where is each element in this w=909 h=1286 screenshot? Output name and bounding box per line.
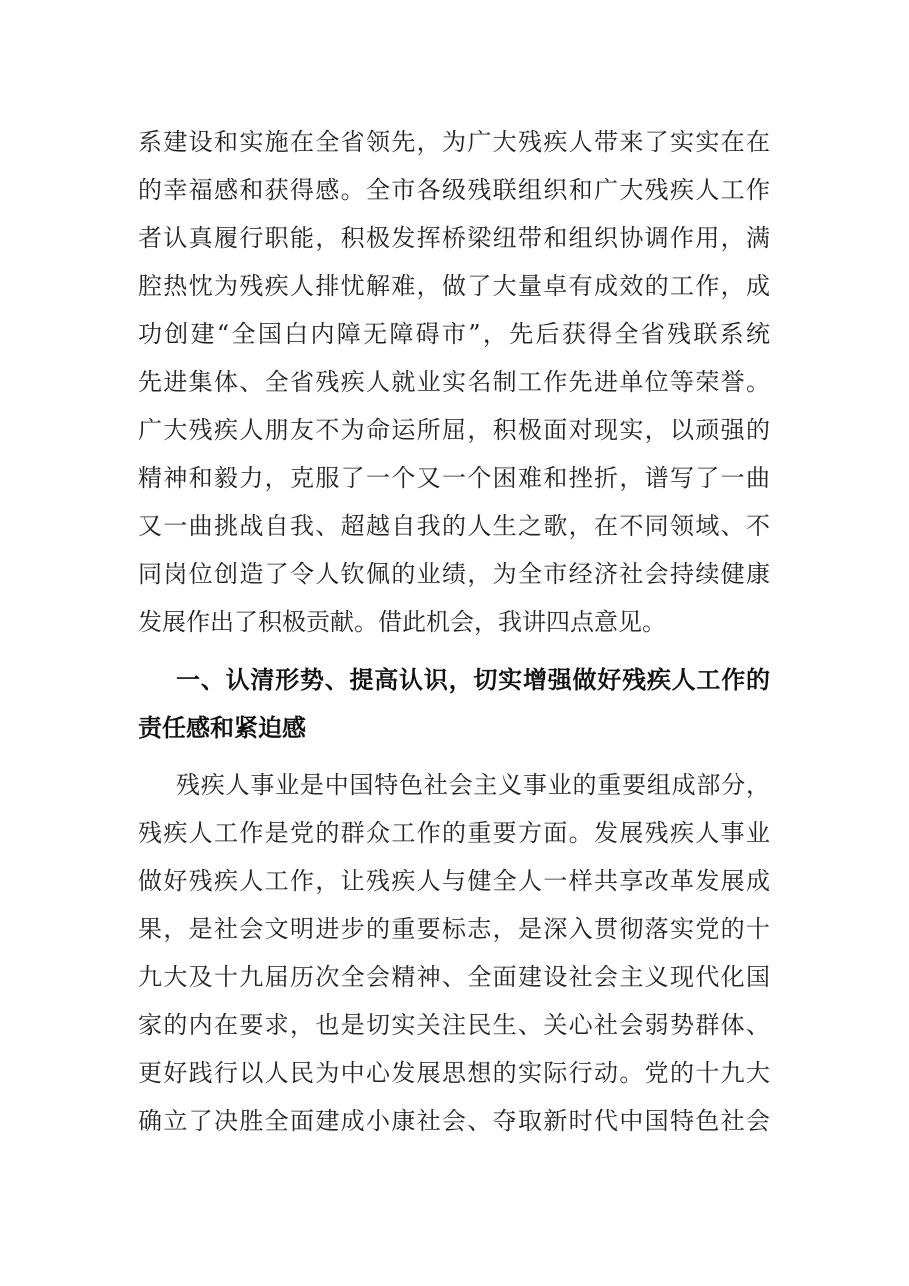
section-paragraph-line: 确立了决胜全面建成小康社会、夺取新时代中国特色社会 [138,1107,770,1135]
paragraph-line-last: 发展作出了积极贡献。借此机会，我讲四点意见。 [138,608,666,636]
paragraph-line: 功创建“全国白内障无障碍市”，先后获得全省残联系统 [138,320,770,348]
paragraph-line: 广大残疾人朋友不为命运所屈，积极面对现实，以顽强的 [138,416,770,444]
paragraph-line: 又一曲挑战自我、超越自我的人生之歌，在不同领域、不 [138,512,770,540]
section-paragraph-line: 果，是社会文明进步的重要标志，是深入贯彻落实党的十 [138,915,770,943]
paragraph-line: 精神和毅力，克服了一个又一个困难和挫折，谱写了一曲 [138,464,770,492]
paragraph-line: 腔热忱为残疾人排忧解难，做了大量卓有成效的工作，成 [138,272,770,300]
paragraph-line: 系建设和实施在全省领先，为广大残疾人带来了实实在在 [138,128,770,156]
section-paragraph-line: 更好践行以人民为中心发展思想的实际行动。党的十九大 [138,1059,770,1087]
section-paragraph-line: 残疾人事业是中国特色社会主义事业的重要组成部分， [176,771,770,799]
paragraph-line: 的幸福感和获得感。全市各级残联组织和广大残疾人工作 [138,176,770,204]
section-paragraph-line: 做好残疾人工作，让残疾人与健全人一样共享改革发展成 [138,867,770,895]
section-paragraph-line: 九大及十九届历次全会精神、全面建设社会主义现代化国 [138,963,770,991]
section-heading-line-1: 一、认清形势、提高认识，切实增强做好残疾人工作的 [176,666,770,694]
paragraph-line: 者认真履行职能，积极发挥桥梁纽带和组织协调作用，满 [138,224,770,252]
section-heading-line-2: 责任感和紧迫感 [138,714,306,742]
section-paragraph-line: 家的内在要求，也是切实关注民生、关心社会弱势群体、 [138,1011,770,1039]
paragraph-line: 同岗位创造了令人钦佩的业绩，为全市经济社会持续健康 [138,560,770,588]
section-paragraph-line: 残疾人工作是党的群众工作的重要方面。发展残疾人事业 [138,819,770,847]
paragraph-line: 先进集体、全省残疾人就业实名制工作先进单位等荣誉。 [138,368,770,396]
